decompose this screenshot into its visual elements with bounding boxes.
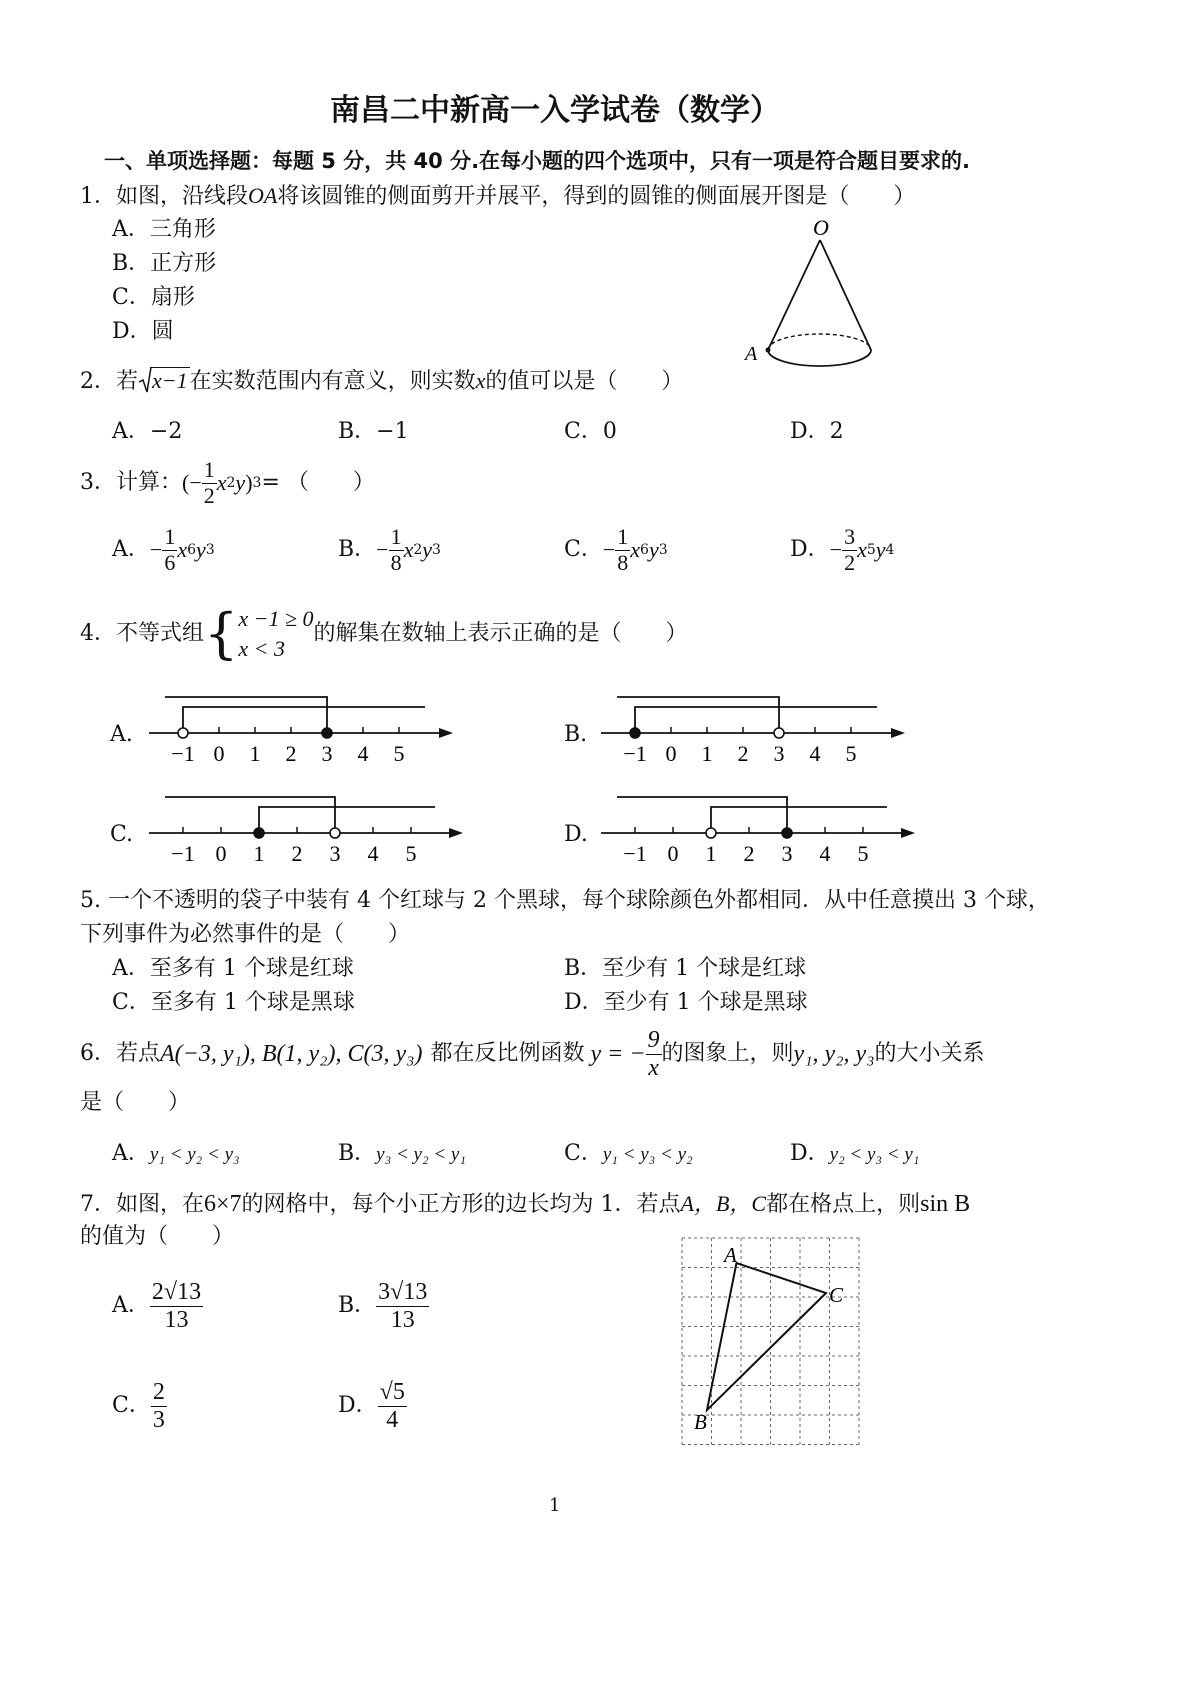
q7-option-d [338,1375,407,1437]
tick-label: 5 [857,841,869,866]
q3-opt-a-x: x [177,537,188,562]
q3-opt-c-num: 1 [617,524,629,550]
q5-option-d: D．至少有 1 个球是黑球 [564,990,808,1015]
frac-den: 2 [203,482,215,508]
q7-option-b [338,1275,429,1337]
q1-option-a: A．三角形 [112,217,216,242]
q3-opt-b-den: 8 [390,549,402,575]
q3-opt-b-frac [389,525,404,574]
q3-option-d [790,522,894,578]
q2-option-d: D．2 [790,419,844,444]
exp-outer: 3 [252,475,262,491]
closed-dot [782,828,792,838]
closed-dot [630,728,640,738]
question-5-line-1: 5. 一个不透明的袋子中装有 4 个红球与 2 个黑球，每个球除颜色外都相同．从中任意摸出 3 个球， [80,888,1050,913]
tick-label: 5 [405,841,417,866]
inequality-1: x −1 ≥ 0 [238,606,314,632]
q3-option-a [112,522,215,578]
tick-label: 2 [743,841,755,866]
q3-opt-a-den: 6 [164,549,176,575]
triangle-label-b: B [694,1410,707,1434]
open-dot [706,828,716,838]
q5-option-a: A．至多有 1 个球是红球 [112,956,354,981]
question-6-prefix: 6．若点 [80,1041,160,1066]
question-1-suffix: 将该圆锥的侧面剪开并展平，得到的圆锥的侧面展开图是（ ） [277,184,916,209]
q7-opt-d-den: 4 [386,1406,399,1433]
question-6-line-2: 是（ ） [80,1090,191,1115]
q3-opt-b-ey: 3 [432,542,441,558]
question-4-prefix: 4．不等式组 [80,621,204,646]
question-3 [80,455,375,511]
tick-label: 3 [329,841,341,866]
tick-label: 1 [701,741,713,766]
q7-opt-d-frac [378,1379,407,1433]
q7-opt-d-label: D． [338,1393,378,1418]
tick-label: 3 [781,841,793,866]
q3-opt-a-frac [162,525,177,574]
cone-label-a: A [745,343,758,365]
question-2-mid: 在实数范围内有意义，则实数 [189,369,476,394]
q3-opt-d-label: D． [790,537,830,562]
q3-opt-b-y: y [422,537,433,562]
q3-opt-c-x: x [630,537,641,562]
open-dot [178,728,188,738]
q3-opt-a-y: y [196,537,206,562]
q7-opt-d-num: √5 [379,1379,405,1406]
question-3-suffix: = （ ） [261,470,375,495]
q7-opt-c-label: C． [112,1393,151,1418]
question-4 [80,604,688,664]
triangle-label-c: C [829,1283,844,1307]
tick-label: 0 [215,841,227,866]
q1-option-b: B．正方形 [112,251,217,276]
q3-opt-c-label: C． [564,537,603,562]
q7-option-a [112,1275,203,1337]
func-den: x [648,1054,659,1081]
inequality-system [238,604,313,663]
solution-ray-right-bound [617,797,787,833]
expr-open: (− [182,470,202,495]
tick-label: −1 [171,741,195,766]
q6-opt-d-expr: y₂ < y₃ < y₁ [829,1144,920,1165]
tick-label: 1 [705,841,717,866]
number-line-a [145,685,455,770]
solution-ray-left-bound [259,807,435,833]
page-title: 南昌二中新高一入学试卷（数学） [330,93,780,128]
q2-option-a: A．−2 [112,419,183,444]
q3-opt-b-sign: − [376,537,389,562]
question-2 [80,370,683,393]
q4-option-b-label: B. [564,722,588,747]
inequality-2: x < 3 [238,636,285,661]
cone-label-o: O [813,215,829,240]
frac-num: 1 [203,457,215,483]
question-7-mid: 的网格中，每个小正方形的边长均为 1．若点 [241,1192,681,1217]
q3-opt-d-den: 2 [844,549,856,575]
q7-opt-c-num: 2 [152,1379,165,1406]
number-line-c [145,785,465,870]
exp-x: 2 [226,475,236,491]
question-2-prefix: 2．若 [80,369,138,394]
q3-opt-c-y: y [648,537,659,562]
solution-ray-right-bound [165,797,335,833]
tick-label: 4 [357,741,369,766]
q6-opt-b-label: B． [338,1141,377,1166]
tick-label: 2 [291,841,303,866]
q3-opt-d-ex: 5 [866,542,876,558]
question-1 [80,185,915,208]
q3-opt-a-sign: − [149,537,163,562]
q7-opt-b-num: 3√13 [378,1279,428,1306]
tick-label: 4 [367,841,379,866]
q6-option-a [112,1143,240,1165]
q3-opt-c-sign: − [602,537,616,562]
q7-opt-a-frac [150,1279,203,1333]
q3-opt-d-ey: 4 [885,542,895,558]
q6-opt-d-label: D． [790,1141,830,1166]
q3-opt-d-x: x [857,537,867,562]
solution-ray-left-bound [711,807,887,833]
question-7-grid: 6×7 [204,1191,242,1217]
q6-option-d [790,1143,919,1165]
q3-opt-b-label: B． [338,537,377,562]
q4-option-a-label: A. [110,722,133,747]
closed-dot [254,828,264,838]
q3-opt-d-sign: − [829,537,843,562]
q3-opt-b-num: 1 [390,524,402,550]
expr-x: x [216,470,227,495]
tick-label: −1 [171,841,195,866]
q3-opt-c-ex: 6 [640,542,649,558]
tick-label: 0 [213,741,225,766]
q6-opt-c-label: C． [564,1141,603,1166]
question-7-line-2: 的值为（ ） [80,1224,235,1249]
page-number: 1 [549,1495,561,1516]
tick-label: 3 [773,741,785,766]
q3-opt-a-num: 1 [164,524,176,550]
question-1-prefix: 1．如图，沿线段 [80,184,248,209]
q7-opt-a-num: 2√13 [151,1279,202,1306]
tick-label: 3 [321,741,333,766]
q2-option-c: C．0 [564,419,617,444]
q3-opt-a-ex: 6 [187,542,196,558]
question-7-func: sin B [920,1191,971,1217]
q3-fraction [202,458,217,507]
q7-opt-b-frac [376,1279,429,1333]
question-6-mid2: 的图象上，则 [661,1041,794,1066]
q6-opt-a-label: A． [112,1141,150,1166]
question-7-prefix: 7．如图，在 [80,1192,204,1217]
q6-opt-a-expr: y₁ < y₂ < y₃ [149,1144,240,1165]
number-line-b [597,685,907,770]
q1-option-d: D．圆 [112,319,174,344]
question-7-mid2: 都在格点上，则 [766,1192,921,1217]
tick-label: 0 [667,841,679,866]
tick-label: −1 [623,741,647,766]
q6-opt-c-expr: y₁ < y₃ < y₂ [602,1144,693,1165]
solution-ray-right-bound [617,697,779,733]
q3-option-c [564,522,668,578]
q3-opt-d-y: y [875,537,886,562]
question-6 [80,1024,985,1084]
q7-opt-c-frac [151,1379,167,1433]
question-6-suffix: 的大小关系 [874,1041,985,1066]
question-6-func-left: y = − [590,1041,646,1067]
q7-opt-b-label: B． [338,1293,377,1318]
number-line-d [597,785,917,870]
q3-opt-a-label: A． [112,537,150,562]
q1-option-c: C．扇形 [112,285,195,310]
q4-option-d-label: D. [564,822,588,847]
question-6-vars: y₁, y₂, y₃ [793,1041,875,1067]
open-dot [774,728,784,738]
tick-label: 4 [819,841,831,866]
question-6-points: A(−3, y₁), B(1, y₂), C(3, y₃) [160,1041,423,1067]
question-2-suffix: 的值可以是（ ） [485,369,684,394]
question-7 [80,1192,970,1216]
tick-label: 0 [665,741,677,766]
q4-option-c-label: C. [110,822,134,847]
q7-opt-a-label: A． [112,1293,150,1318]
q5-option-b: B．至少有 1 个球是红球 [564,956,807,981]
q7-opt-b-den: 13 [390,1306,415,1333]
tick-label: 1 [253,841,265,866]
triangle-grid-figure [672,1232,872,1447]
tick-label: 5 [845,741,857,766]
func-num: 9 [647,1027,660,1054]
q6-option-b [338,1143,466,1165]
q3-opt-a-ey: 3 [205,542,215,558]
q7-opt-a-den: 13 [164,1306,189,1333]
q3-opt-c-den: 8 [617,549,629,575]
q3-opt-b-x: x [403,537,414,562]
solution-ray-right-bound [165,697,327,733]
triangle-label-a: A [724,1243,737,1267]
q3-opt-b-ex: 2 [413,542,423,558]
tick-label: 4 [809,741,821,766]
question-6-mid: 都在反比例函数 [430,1041,585,1066]
question-1-var: OA [248,183,278,208]
brace-icon: { [204,602,239,665]
q3-opt-d-frac [842,525,857,574]
q2-option-b: B．−1 [338,419,409,444]
closed-dot [322,728,332,738]
q7-opt-c-den: 3 [152,1406,165,1433]
q3-opt-c-ey: 3 [658,542,668,558]
q3-opt-d-num: 3 [844,524,856,550]
question-6-frac [646,1027,662,1081]
q5-option-c: C．至多有 1 个球是黑球 [112,990,355,1015]
q3-option-b [338,522,441,578]
tick-label: 5 [393,741,405,766]
expr-y: y [235,470,246,495]
sqrt-expression [138,370,190,392]
expr-close: ) [245,470,253,495]
q7-option-c [112,1375,167,1437]
question-5-line-2: 下列事件为必然事件的是（ ） [80,922,411,947]
open-dot [330,828,340,838]
question-7-points: A，B，C [680,1191,767,1216]
question-3-prefix: 3．计算： [80,470,182,495]
cone-figure [735,212,885,382]
tick-label: 1 [249,741,261,766]
tick-label: −1 [623,841,647,866]
tick-label: 2 [737,741,749,766]
q6-option-c [564,1143,693,1165]
q6-opt-b-expr: y₃ < y₂ < y₁ [376,1144,466,1165]
q3-opt-c-frac [615,525,630,574]
sqrt-radicand: x−1 [152,368,188,393]
section-header: 一、单项选择题：每题 5 分，共 40 分.在每小题的四个选项中，只有一项是符合题目要求的. [104,149,971,173]
question-2-var: x [475,368,486,393]
tick-label: 2 [285,741,297,766]
question-4-suffix: 的解集在数轴上表示正确的是（ ） [313,621,688,646]
